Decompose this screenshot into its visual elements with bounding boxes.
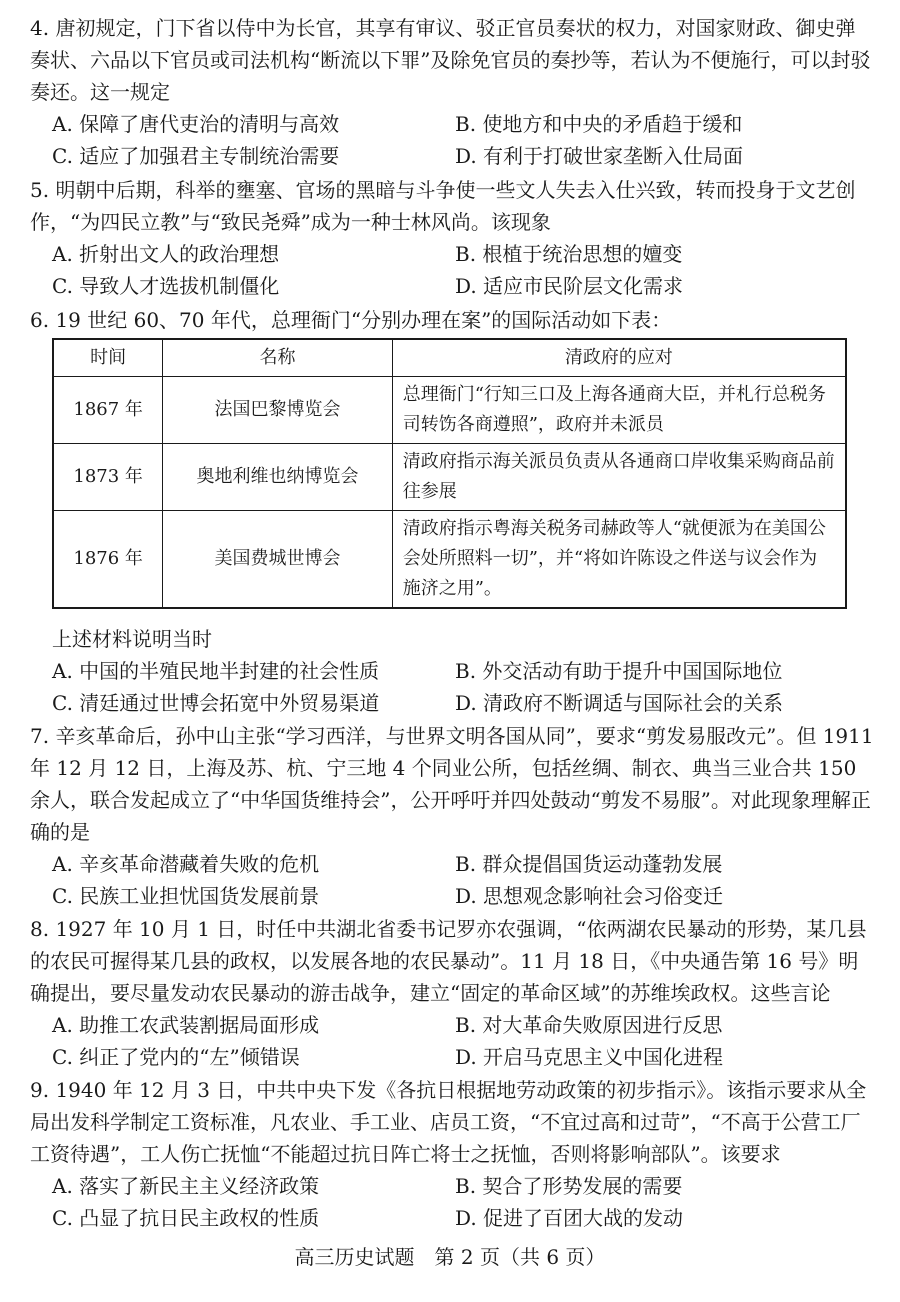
- question-5-option-a: A. 折射出文人的政治理想: [52, 242, 280, 266]
- table-header-response: 清政府的应对: [392, 339, 846, 377]
- question-8-option-b: B. 对大革命失败原因进行反思: [455, 1013, 723, 1037]
- question-9-stem: 9. 1940 年 12 月 3 日，中共中央下发《各抗日根据地劳动政策的初步指示》。该指示要求从全局出发科学制定工资标准，凡农业、手工业、店员工资，“不宜过高和过苛”，“不高于公营工厂工资待遇”，工人伤亡抚恤“不能超过抗日阵亡将士之抚恤，否则将影响部队”。该要求: [30, 1078, 867, 1166]
- question-6-option-a: A. 中国的半殖民地半封建的社会性质: [52, 659, 380, 683]
- table-cell-name: 法国巴黎博览会: [163, 377, 392, 444]
- table-header-row: [53, 339, 846, 377]
- question-5-stem: 5. 明朝中后期，科举的壅塞、官场的黑暗与斗争使一些文人失去入仕兴致，转而投身于文艺创作，“为四民立教”与“致民尧舜”成为一种士林风尚。该现象: [30, 178, 856, 234]
- question-6-stem: 6. 19 世纪 60、70 年代，总理衙门“分别办理在案”的国际活动如下表：: [30, 308, 672, 332]
- question-6-option-b: B. 外交活动有助于提升中国国际地位: [455, 659, 783, 683]
- question-9-option-c: C. 凸显了抗日民主政权的性质: [52, 1206, 320, 1230]
- table-row: [53, 444, 846, 511]
- table-cell-response: 总理衙门“行知三口及上海各通商大臣，并札行总税务司转饬各商遵照”，政府并未派员: [392, 377, 846, 444]
- question-6-option-c: C. 清廷通过世博会拓宽中外贸易渠道: [52, 691, 380, 715]
- question-6-prompt: 上述材料说明当时: [52, 627, 212, 651]
- table-cell-year: 1873 年: [53, 444, 163, 511]
- question-4-stem: 4. 唐初规定，门下省以侍中为长官，其享有审议、驳正官员奏状的权力，对国家财政、御史弹奏状、六品以下官员或司法机构“断流以下罪”及除免官员的奏抄等，若认为不便施行，可以封驳奏还。这一规定: [30, 16, 871, 104]
- table-row: [53, 377, 846, 444]
- table-cell-name: 美国费城世博会: [163, 511, 392, 609]
- table-cell-year: 1867 年: [53, 377, 163, 444]
- question-8-option-d: D. 开启马克思主义中国化进程: [455, 1045, 724, 1069]
- question-7-option-d: D. 思想观念影响社会习俗变迁: [455, 884, 724, 908]
- table-cell-year: 1876 年: [53, 511, 163, 609]
- table-row: [53, 511, 846, 609]
- question-7-option-b: B. 群众提倡国货运动蓬勃发展: [455, 852, 723, 876]
- question-4-option-b: B. 使地方和中央的矛盾趋于缓和: [455, 112, 743, 136]
- question-9-option-d: D. 促进了百团大战的发动: [455, 1206, 684, 1230]
- question-9-option-a: A. 落实了新民主主义经济政策: [52, 1174, 320, 1198]
- question-4-option-d: D. 有利于打破世家垄断入仕局面: [455, 144, 744, 168]
- question-6-option-d: D. 清政府不断调适与国际社会的关系: [455, 691, 784, 715]
- question-8-option-c: C. 纠正了党内的“左”倾错误: [52, 1045, 300, 1069]
- question-5-option-d: D. 适应市民阶层文化需求: [455, 274, 684, 298]
- table-cell-response: 清政府指示海关派员负责从各通商口岸收集采购商品前往参展: [392, 444, 846, 511]
- table-cell-response: 清政府指示粤海关税务司赫政等人“就便派为在美国公会处所照料一切”，并“将如许陈设之件送与议会作为施济之用”。: [392, 511, 846, 609]
- question-5-option-b: B. 根植于统治思想的嬗变: [455, 242, 683, 266]
- question-5-option-c: C. 导致人才选拔机制僵化: [52, 274, 280, 298]
- page-footer: 高三历史试题 第 2 页（共 6 页）: [294, 1245, 606, 1269]
- question-8-option-a: A. 助推工农武装割据局面形成: [52, 1013, 320, 1037]
- table-header-name: 名称: [163, 339, 392, 377]
- question-9-option-b: B. 契合了形势发展的需要: [455, 1174, 683, 1198]
- table-header-time: 时间: [53, 339, 163, 377]
- question-7-option-a: A. 辛亥革命潜藏着失败的危机: [52, 852, 320, 876]
- question-6-table: [52, 338, 847, 609]
- question-7-stem: 7. 辛亥革命后，孙中山主张“学习西洋，与世界文明各国从同”，要求“剪发易服改元”。但 1911 年 12 月 12 日，上海及苏、杭、宁三地 4 个同业公所，包括丝绸、制衣、典当三业合共 150 余人，联合发起成立了“中华国货维持会”，公开呼吁并四处鼓动“剪发不易服”。对此现象理解正确的是: [30, 724, 874, 844]
- table-cell-name: 奥地利维也纳博览会: [163, 444, 392, 511]
- question-7-option-c: C. 民族工业担忧国货发展前景: [52, 884, 320, 908]
- question-8-stem: 8. 1927 年 10 月 1 日，时任中共湖北省委书记罗亦农强调，“依两湖农民暴动的形势，某几县的农民可握得某几县的政权，以发展各地的农民暴动”。11 月 18 日，《中央通告第 16 号》明确提出，要尽量发动农民暴动的游击战争，建立“固定的革命区域”的苏维埃政权。这些言论: [30, 917, 867, 1005]
- question-4-option-c: C. 适应了加强君主专制统治需要: [52, 144, 340, 168]
- question-4-option-a: A. 保障了唐代吏治的清明与高效: [52, 112, 340, 136]
